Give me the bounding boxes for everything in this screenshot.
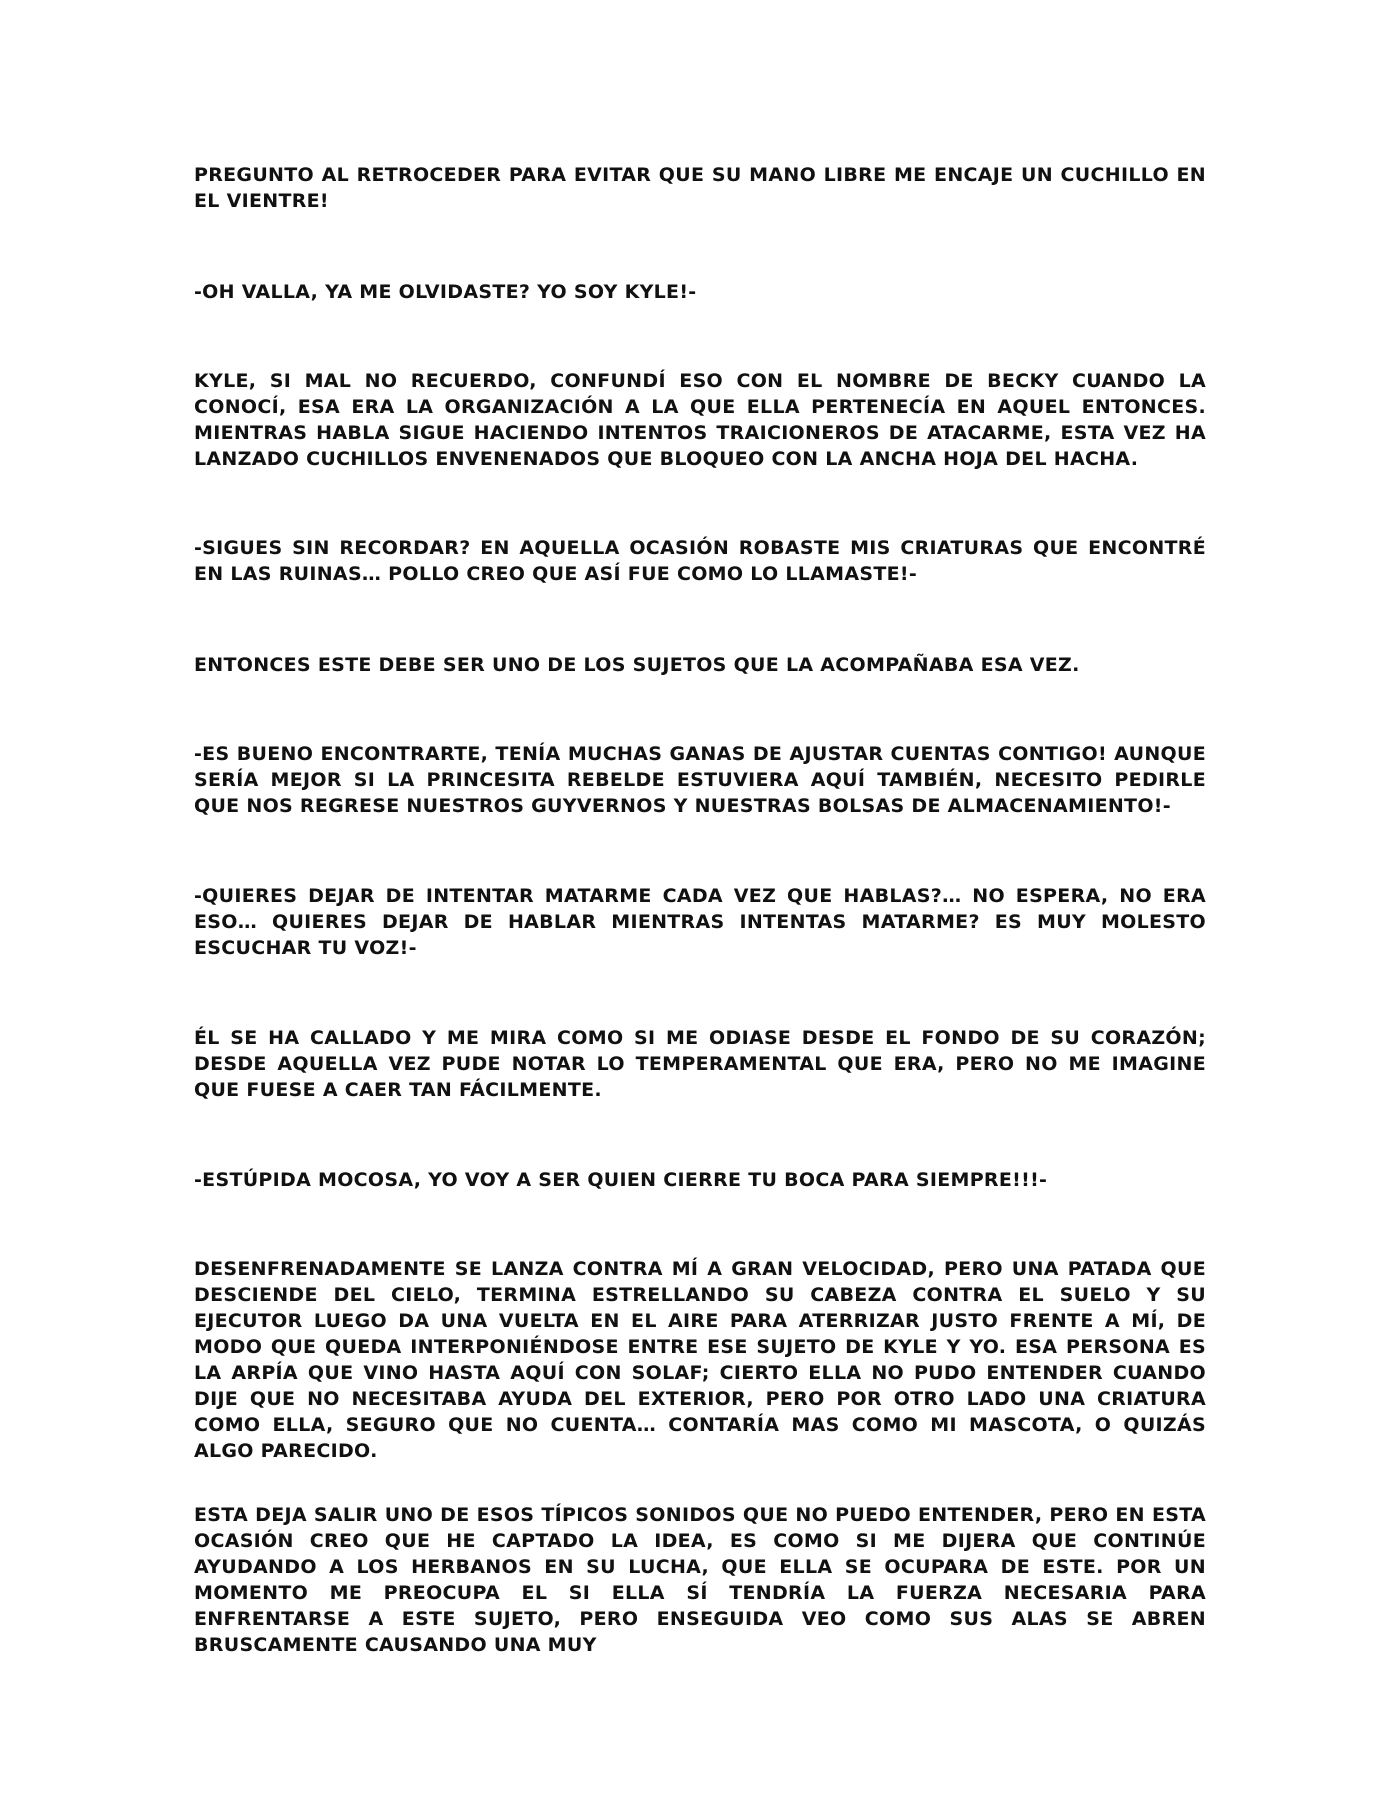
- paragraph-11: ESTA DEJA SALIR UNO DE ESOS TÍPICOS SONIDOS QUE NO PUEDO ENTENDER, PERO EN ESTA OCASIÓN CREO QUE HE CAPTADO LA IDEA, ES COMO SI ME DIJERA QUE CONTINÚE AYUDANDO A LOS HERBANOS EN SU LUCHA, QUE ELLA SE OCUPARA DE ESTE. POR UN MOMENTO ME PREOCUPA EL SI ELLA SÍ TENDRÍA LA FUERZA NECESARIA PARA ENFRENTARSE A ESTE SUJETO, PERO ENSEGUIDA VEO COMO SUS ALAS SE ABREN BRUSCAMENTE CAUSANDO UNA MUY: [194, 1504, 1206, 1656]
- paragraph-10: DESENFRENADAMENTE SE LANZA CONTRA MÍ A GRAN VELOCIDAD, PERO UNA PATADA QUE DESCIENDE DEL CIELO, TERMINA ESTRELLANDO SU CABEZA CONTRA EL SUELO Y SU EJECUTOR LUEGO DA UNA VUELTA EN EL AIRE PARA ATERRIZAR JUSTO FRENTE A MÍ, DE MODO QUE QUEDA INTERPONIÉNDOSE ENTRE ESE SUJETO DE KYLE Y YO. ESA PERSONA ES LA ARPÍA QUE VINO HASTA AQUÍ CON SOLAF; CIERTO ELLA NO PUDO ENTENDER CUANDO DIJE QUE NO NECESITABA AYUDA DEL EXTERIOR, PERO POR OTRO LADO UNA CRIATURA COMO ELLA, SEGURO QUE NO CUENTA… CONTARÍA MAS COMO MI MASCOTA, O QUIZÁS ALGO PARECIDO.: [194, 1258, 1206, 1462]
- paragraph-3: KYLE, SI MAL NO RECUERDO, CONFUNDÍ ESO CON EL NOMBRE DE BECKY CUANDO LA CONOCÍ, ESA ERA LA ORGANIZACIÓN A LA QUE ELLA PERTENECÍA EN AQUEL ENTONCES. MIENTRAS HABLA SIGUE HACIENDO INTENTOS TRAICIONEROS DE ATACARME, ESTA VEZ HA LANZADO CUCHILLOS ENVENENADOS QUE BLOQUEO CON LA ANCHA HOJA DEL HACHA.: [194, 370, 1206, 470]
- paragraph-8: ÉL SE HA CALLADO Y ME MIRA COMO SI ME ODIASE DESDE EL FONDO DE SU CORAZÓN; DESDE AQUELLA VEZ PUDE NOTAR LO TEMPERAMENTAL QUE ERA, PERO NO ME IMAGINE QUE FUESE A CAER TAN FÁCILMENTE.: [194, 1027, 1206, 1101]
- paragraph-1: PREGUNTO AL RETROCEDER PARA EVITAR QUE SU MANO LIBRE ME ENCAJE UN CUCHILLO EN EL VIENTRE!: [194, 164, 1206, 212]
- paragraph-9: -ESTÚPIDA MOCOSA, YO VOY A SER QUIEN CIERRE TU BOCA PARA SIEMPRE!!!-: [194, 1169, 1048, 1191]
- paragraph-2: -OH VALLA, YA ME OLVIDASTE? YO SOY KYLE!-: [194, 281, 697, 303]
- paragraph-6: -ES BUENO ENCONTRARTE, TENÍA MUCHAS GANAS DE AJUSTAR CUENTAS CONTIGO! AUNQUE SERÍA MEJOR SI LA PRINCESITA REBELDE ESTUVIERA AQUÍ TAMBIÉN, NECESITO PEDIRLE QUE NOS REGRESE NUESTROS GUYVERNOS Y NUESTRAS BOLSAS DE ALMACENAMIENTO!-: [194, 743, 1206, 817]
- paragraph-7: -QUIERES DEJAR DE INTENTAR MATARME CADA VEZ QUE HABLAS?… NO ESPERA, NO ERA ESO… QUIERES DEJAR DE HABLAR MIENTRAS INTENTAS MATARME? ES MUY MOLESTO ESCUCHAR TU VOZ!-: [194, 885, 1206, 959]
- paragraph-5: ENTONCES ESTE DEBE SER UNO DE LOS SUJETOS QUE LA ACOMPAÑABA ESA VEZ.: [194, 654, 1080, 676]
- paragraph-4: -SIGUES SIN RECORDAR? EN AQUELLA OCASIÓN ROBASTE MIS CRIATURAS QUE ENCONTRÉ EN LAS RUINAS… POLLO CREO QUE ASÍ FUE COMO LO LLAMASTE!-: [194, 537, 1206, 585]
